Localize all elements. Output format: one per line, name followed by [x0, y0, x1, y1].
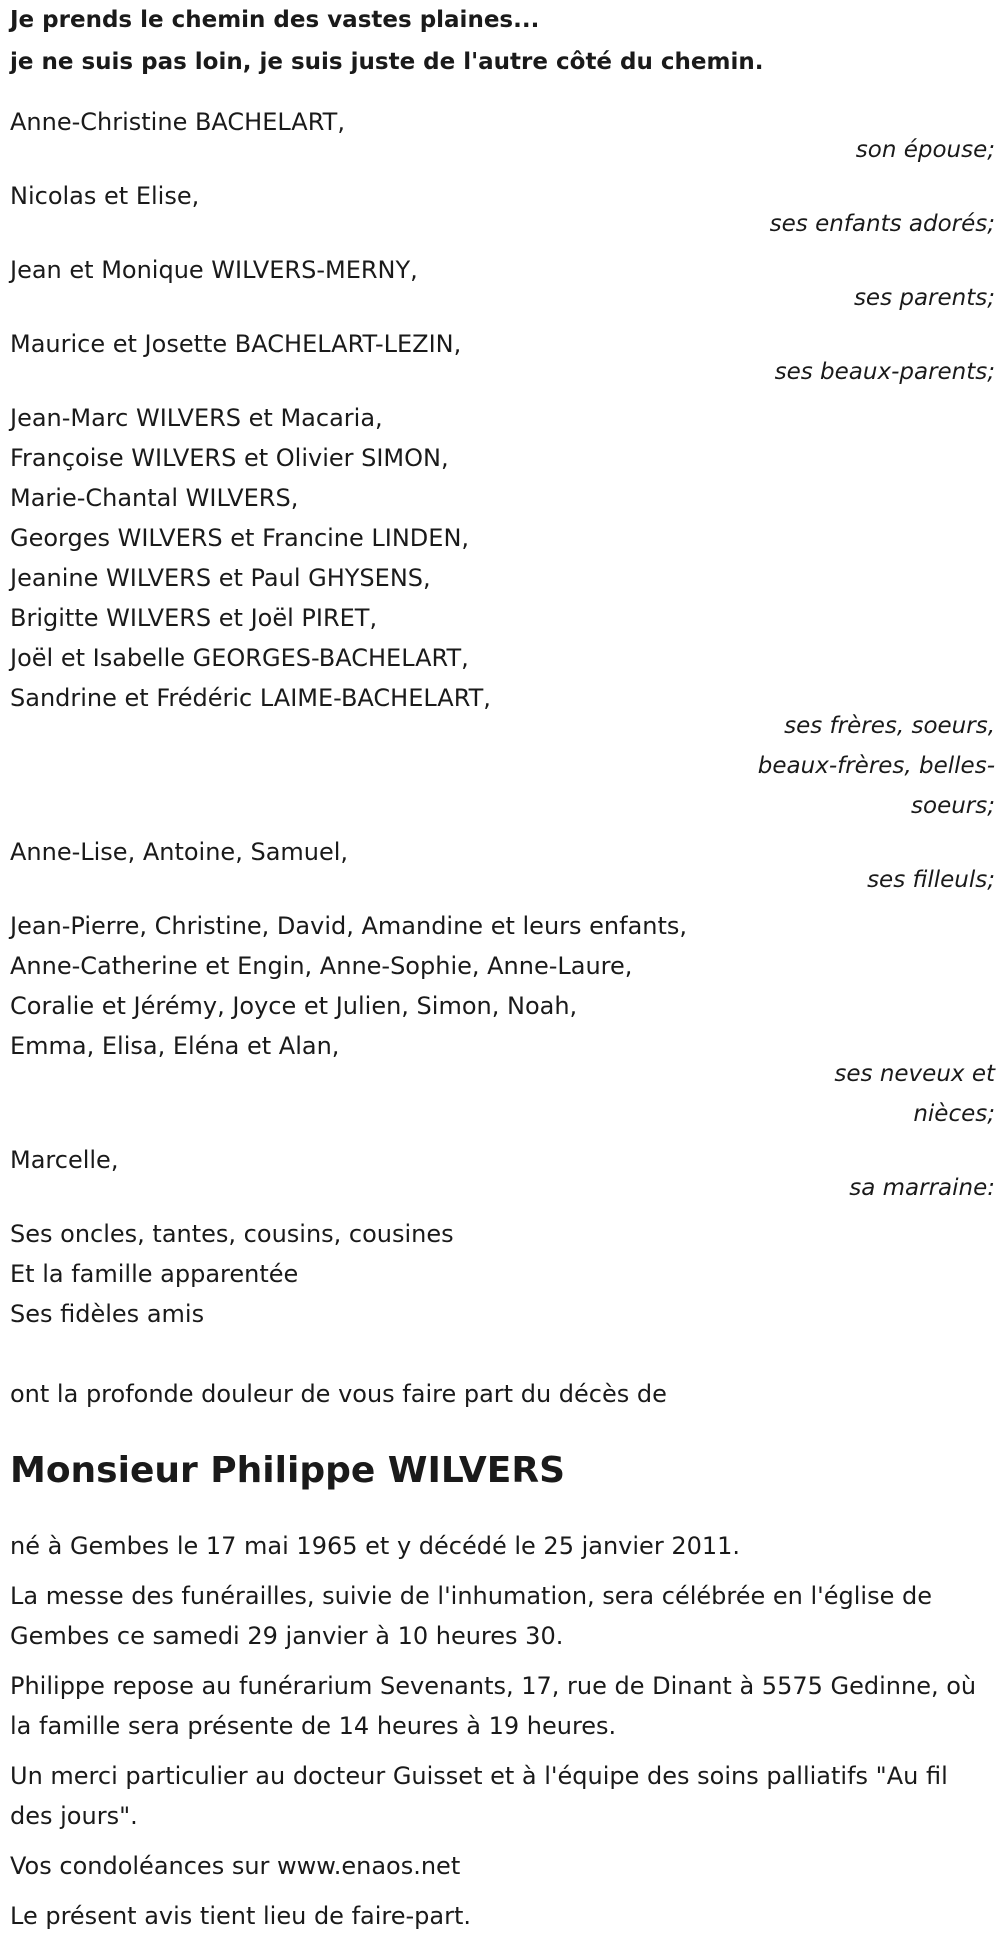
family-role-line: ses neveux et — [834, 1061, 995, 1087]
family-name-line: Anne-Christine BACHELART, — [10, 108, 345, 136]
detail-paragraph: Le présent avis tient lieu de faire-part. — [10, 1902, 472, 1930]
family-role — [10, 1054, 995, 1134]
family-role-line: son épouse; — [855, 137, 995, 163]
family-role — [10, 706, 995, 826]
detail-paragraph: La messe des funérailles, suivie de l'inhumation, sera célébrée en l'église de Gembes ce samedi 29 janvier à 10 heures 30. — [10, 1582, 932, 1650]
family-role — [10, 1168, 995, 1208]
family-role-line: nièces; — [913, 1101, 995, 1127]
family-group — [10, 906, 995, 1134]
closing-line: Ses fidèles amis — [10, 1300, 205, 1328]
family-name-line: Jean-Marc WILVERS et Macaria, — [10, 404, 383, 432]
details — [10, 1526, 990, 1936]
family-role-line: ses beaux-parents; — [774, 359, 995, 385]
closing-line: Ses oncles, tantes, cousins, cousines — [10, 1220, 454, 1248]
announcement: ont la profonde douleur de vous faire part du décès de — [10, 1380, 667, 1408]
family-name-line: Anne-Lise, Antoine, Samuel, — [10, 838, 349, 866]
family-group — [10, 832, 995, 900]
family-name-line: Jean-Pierre, Christine, David, Amandine et leurs enfants, — [10, 912, 688, 940]
family-name-line: Anne-Catherine et Engin, Anne-Sophie, Anne-Laure, — [10, 952, 633, 980]
family-name-line: Maurice et Josette BACHELART-LEZIN, — [10, 330, 462, 358]
family-list — [10, 102, 995, 1208]
family-name-line: Nicolas et Elise, — [10, 182, 200, 210]
family-name-line: Coralie et Jérémy, Joyce et Julien, Simon, Noah, — [10, 992, 578, 1020]
family-name-line: Emma, Elisa, Eléna et Alan, — [10, 1032, 340, 1060]
family-name-line: Jeanine WILVERS et Paul GHYSENS, — [10, 564, 431, 592]
family-group — [10, 176, 995, 244]
family-name-line: Sandrine et Frédéric LAIME-BACHELART, — [10, 684, 491, 712]
family-name-line: Marie-Chantal WILVERS, — [10, 484, 299, 512]
family-name-line: Françoise WILVERS et Olivier SIMON, — [10, 444, 449, 472]
family-role-line: ses frères, soeurs, — [784, 713, 995, 739]
detail-paragraph: Vos condoléances sur www.enaos.net — [10, 1852, 461, 1880]
closing-line: Et la famille apparentée — [10, 1260, 299, 1288]
family-names — [10, 398, 995, 718]
family-name-line: Joël et Isabelle GEORGES-BACHELART, — [10, 644, 469, 672]
family-role-line: sa marraine: — [849, 1175, 995, 1201]
family-role-line: ses enfants adorés; — [769, 211, 995, 237]
family-group — [10, 1140, 995, 1208]
epigraph-line-2: je ne suis pas loin, je suis juste de l'autre côté du chemin. — [10, 49, 764, 75]
detail-paragraph: Philippe repose au funérarium Sevenants, 17, rue de Dinant à 5575 Gedinne, où la famille sera présente de 14 heures à 19 heures. — [10, 1672, 977, 1740]
family-group — [10, 398, 995, 826]
family-role-line: beaux-frères, belles- — [757, 753, 995, 779]
family-role-line: soeurs; — [911, 793, 995, 819]
family-name-line: Brigitte WILVERS et Joël PIRET, — [10, 604, 378, 632]
family-group — [10, 250, 995, 318]
family-names — [10, 906, 995, 1066]
family-role-line: ses parents; — [853, 285, 995, 311]
epigraph-line-1: Je prends le chemin des vastes plaines... — [10, 7, 540, 33]
family-group — [10, 102, 995, 170]
detail-paragraph: né à Gembes le 17 mai 1965 et y décédé le 25 janvier 2011. — [10, 1532, 741, 1560]
family-group — [10, 324, 995, 392]
family-name-line: Jean et Monique WILVERS-MERNY, — [10, 256, 418, 284]
family-name-line: Georges WILVERS et Francine LINDEN, — [10, 524, 470, 552]
family-name-line: Marcelle, — [10, 1146, 119, 1174]
family-role-line: ses filleuls; — [867, 867, 995, 893]
detail-paragraph: Un merci particulier au docteur Guisset et à l'équipe des soins palliatifs "Au fil des jours". — [10, 1762, 948, 1830]
closing-lines — [10, 1214, 990, 1334]
deceased-name: Monsieur Philippe WILVERS — [10, 1450, 565, 1491]
